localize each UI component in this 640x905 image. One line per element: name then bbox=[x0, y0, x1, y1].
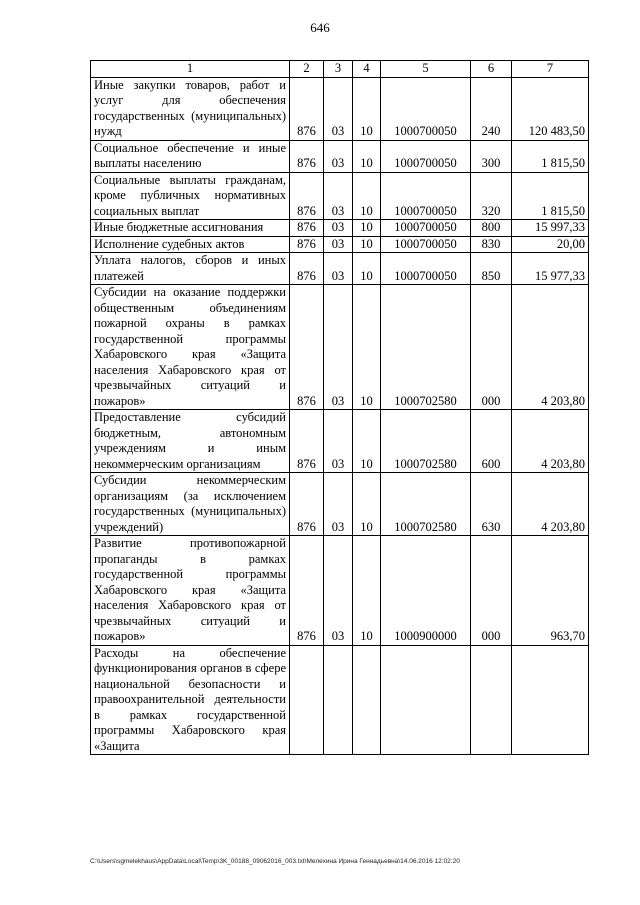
column-header-row bbox=[91, 61, 589, 78]
cell-ministry: 876 bbox=[290, 536, 324, 646]
cell-target: 1000702580 bbox=[381, 410, 471, 473]
cell-name: Социальное обеспечение и иные выплаты населению bbox=[91, 140, 290, 172]
cell-type: 850 bbox=[471, 253, 512, 285]
cell-ministry: 876 bbox=[290, 77, 324, 140]
table-row bbox=[91, 285, 589, 410]
table-row bbox=[91, 536, 589, 646]
cell-section: 03 bbox=[324, 220, 353, 237]
cell-section: 03 bbox=[324, 410, 353, 473]
cell-amount: 15 997,33 bbox=[512, 220, 589, 237]
column-header: 6 bbox=[471, 61, 512, 78]
cell-type bbox=[471, 645, 512, 755]
cell-section bbox=[324, 645, 353, 755]
table-row bbox=[91, 253, 589, 285]
column-header: 5 bbox=[381, 61, 471, 78]
cell-ministry: 876 bbox=[290, 410, 324, 473]
column-header: 7 bbox=[512, 61, 589, 78]
cell-section: 03 bbox=[324, 172, 353, 220]
cell-name: Предоставление субсидий бюджетным, автономным учреждениям и иным некоммерческим организациям bbox=[91, 410, 290, 473]
cell-section: 03 bbox=[324, 77, 353, 140]
cell-target: 1000700050 bbox=[381, 253, 471, 285]
cell-amount: 963,70 bbox=[512, 536, 589, 646]
cell-subsection: 10 bbox=[353, 172, 381, 220]
cell-section: 03 bbox=[324, 253, 353, 285]
cell-name: Расходы на обеспечение функционирования органов в сфере национальной безопасности и правоохранительной деятельности в рамках государственной программы Хабаровского края «Защита bbox=[91, 645, 290, 755]
cell-amount: 120 483,50 bbox=[512, 77, 589, 140]
column-header: 2 bbox=[290, 61, 324, 78]
cell-subsection: 10 bbox=[353, 236, 381, 253]
cell-name: Социальные выплаты гражданам, кроме публичных нормативных социальных выплат bbox=[91, 172, 290, 220]
cell-type: 630 bbox=[471, 473, 512, 536]
cell-ministry: 876 bbox=[290, 220, 324, 237]
cell-subsection bbox=[353, 645, 381, 755]
cell-name: Развитие противопожарной пропаганды в рамках государственной программы Хабаровского края «Защита населения Хабаровского края от чрезвычайных ситуаций и пожаров» bbox=[91, 536, 290, 646]
cell-subsection: 10 bbox=[353, 77, 381, 140]
cell-target bbox=[381, 645, 471, 755]
cell-amount: 1 815,50 bbox=[512, 172, 589, 220]
column-header: 4 bbox=[353, 61, 381, 78]
table-row bbox=[91, 77, 589, 140]
table-row bbox=[91, 172, 589, 220]
cell-target: 1000702580 bbox=[381, 473, 471, 536]
cell-section: 03 bbox=[324, 473, 353, 536]
cell-name: Иные бюджетные ассигнования bbox=[91, 220, 290, 237]
cell-amount: 4 203,80 bbox=[512, 473, 589, 536]
page-number: 646 bbox=[310, 20, 330, 35]
cell-subsection: 10 bbox=[353, 140, 381, 172]
cell-ministry bbox=[290, 645, 324, 755]
cell-subsection: 10 bbox=[353, 285, 381, 410]
cell-name: Иные закупки товаров, работ и услуг для обеспечения государственных (муниципальных) нужд bbox=[91, 77, 290, 140]
cell-subsection: 10 bbox=[353, 536, 381, 646]
cell-amount: 15 977,33 bbox=[512, 253, 589, 285]
cell-type: 240 bbox=[471, 77, 512, 140]
cell-name: Исполнение судебных актов bbox=[91, 236, 290, 253]
cell-type: 600 bbox=[471, 410, 512, 473]
cell-target: 1000700050 bbox=[381, 172, 471, 220]
cell-name: Субсидии на оказание поддержки общественным объединениям пожарной охраны в рамках государственной программы Хабаровского края «Защита населения Хабаровского края от чрезвычайных ситуаций и пожаров» bbox=[91, 285, 290, 410]
cell-ministry: 876 bbox=[290, 253, 324, 285]
cell-target: 1000700050 bbox=[381, 77, 471, 140]
cell-target: 1000700050 bbox=[381, 220, 471, 237]
cell-subsection: 10 bbox=[353, 253, 381, 285]
cell-target: 1000900000 bbox=[381, 536, 471, 646]
column-header: 3 bbox=[324, 61, 353, 78]
cell-section: 03 bbox=[324, 236, 353, 253]
cell-type: 800 bbox=[471, 220, 512, 237]
cell-ministry: 876 bbox=[290, 140, 324, 172]
cell-subsection: 10 bbox=[353, 473, 381, 536]
cell-amount: 4 203,80 bbox=[512, 410, 589, 473]
cell-name: Уплата налогов, сборов и иных платежей bbox=[91, 253, 290, 285]
column-header: 1 bbox=[91, 61, 290, 78]
cell-target: 1000702580 bbox=[381, 285, 471, 410]
cell-section: 03 bbox=[324, 285, 353, 410]
cell-type: 000 bbox=[471, 536, 512, 646]
cell-subsection: 10 bbox=[353, 220, 381, 237]
cell-type: 830 bbox=[471, 236, 512, 253]
budget-table bbox=[90, 60, 589, 755]
cell-amount: 4 203,80 bbox=[512, 285, 589, 410]
cell-amount bbox=[512, 645, 589, 755]
table-row bbox=[91, 140, 589, 172]
table-row bbox=[91, 473, 589, 536]
table-row bbox=[91, 645, 589, 755]
cell-ministry: 876 bbox=[290, 172, 324, 220]
cell-ministry: 876 bbox=[290, 473, 324, 536]
cell-section: 03 bbox=[324, 536, 353, 646]
cell-section: 03 bbox=[324, 140, 353, 172]
file-path-footer: C:\Users\sgmelekhaus\AppData\Local\Temp\3K_00188_09062016_003.txt\Мелехина Ирина Геннадьевна\14.06.2016 12:02:20 bbox=[90, 858, 460, 865]
cell-ministry: 876 bbox=[290, 285, 324, 410]
cell-type: 300 bbox=[471, 140, 512, 172]
cell-ministry: 876 bbox=[290, 236, 324, 253]
cell-type: 000 bbox=[471, 285, 512, 410]
cell-target: 1000700050 bbox=[381, 236, 471, 253]
cell-amount: 1 815,50 bbox=[512, 140, 589, 172]
cell-type: 320 bbox=[471, 172, 512, 220]
table-row bbox=[91, 236, 589, 253]
cell-amount: 20,00 bbox=[512, 236, 589, 253]
cell-subsection: 10 bbox=[353, 410, 381, 473]
table-row bbox=[91, 220, 589, 237]
cell-name: Субсидии некоммерческим организациям (за исключением государственных (муниципальных) учреждений) bbox=[91, 473, 290, 536]
cell-target: 1000700050 bbox=[381, 140, 471, 172]
table-row bbox=[91, 410, 589, 473]
